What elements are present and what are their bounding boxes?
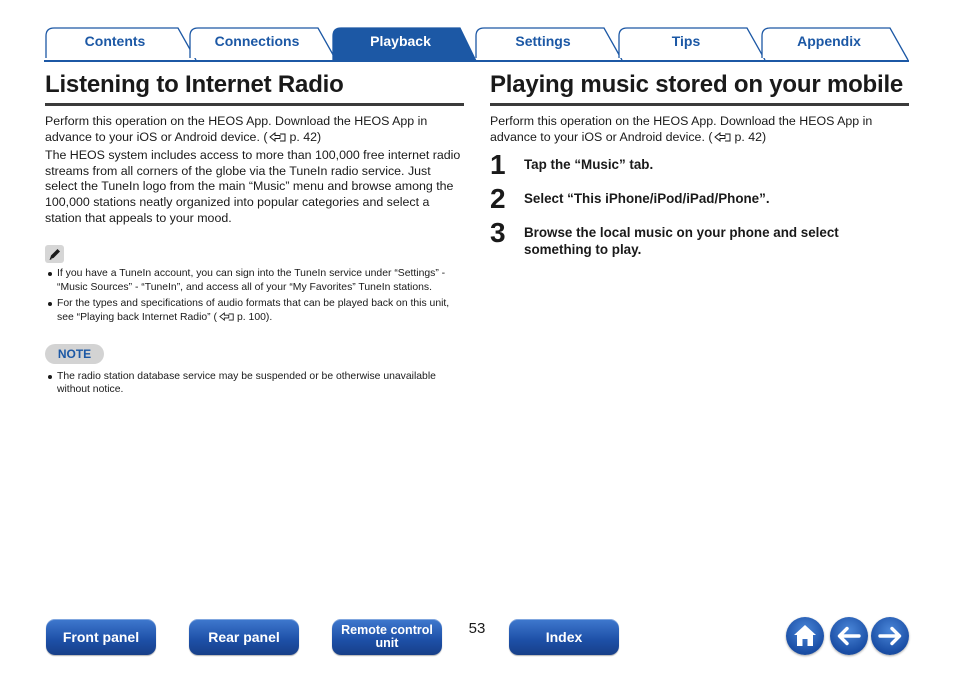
left-section-title: Listening to Internet Radio — [45, 62, 464, 106]
note-text: The radio station database service may be suspended or be otherwise unavailable without notice. — [57, 370, 436, 396]
step-item — [490, 183, 909, 215]
home-icon — [786, 617, 824, 655]
tab-contents[interactable]: Contents — [84, 33, 146, 49]
page-reference-icon — [269, 132, 287, 143]
index-button[interactable]: Index — [509, 619, 619, 655]
tip-text: For the types and specifications of audio formats that can be played back on this unit, see “Playing back Internet Radio” ( — [57, 298, 450, 323]
page-number: 53 — [468, 620, 486, 637]
step-text: Select “This iPhone/iPod/iPad/Phone”. — [524, 191, 770, 207]
tab-settings[interactable]: Settings — [515, 33, 571, 49]
tab-connections[interactable]: Connections — [214, 33, 300, 49]
tips-list — [45, 267, 464, 324]
note-item — [45, 370, 464, 397]
left-intro-page-ref[interactable]: p. 42) — [289, 129, 322, 144]
left-intro-text: Perform this operation on the HEOS App. Download the HEOS App in advance to your iOS or Android device. ( — [45, 114, 428, 144]
pencil-icon — [45, 245, 64, 263]
right-intro — [490, 114, 909, 145]
tab-appendix[interactable]: Appendix — [797, 33, 861, 49]
tab-bar — [0, 0, 954, 64]
back-button[interactable] — [830, 617, 868, 655]
rear-panel-button[interactable]: Rear panel — [189, 619, 299, 655]
step-number: 1 — [490, 149, 506, 181]
left-column — [45, 62, 464, 400]
back-arrow-icon — [830, 617, 868, 655]
tip-page-ref[interactable]: p. 100). — [236, 311, 273, 323]
left-body-text: The HEOS system includes access to more than 100,000 free internet radio streams from all corners of the globe via the TuneIn radio service. Just select the TuneIn logo from the main “Music” menu and browse among the 100,000 stations neatly organized into popular categories and select a station that appeals to your mood. — [45, 148, 461, 225]
step-text: Tap the “Music” tab. — [524, 157, 654, 173]
step-number: 3 — [490, 217, 506, 249]
right-column — [490, 62, 909, 268]
step-number: 2 — [490, 183, 506, 215]
page-reference-icon — [714, 132, 732, 143]
pencil-note-icon — [45, 245, 64, 263]
tip-item — [45, 267, 464, 294]
tab-tips[interactable]: Tips — [671, 33, 701, 49]
step-item — [490, 149, 909, 181]
tip-text: If you have a TuneIn account, you can sign into the TuneIn service under “Settings” - “Music Sources” - “TuneIn”, and access all of your “My Favorites” TuneIn stations. — [57, 268, 446, 293]
home-button[interactable] — [786, 617, 824, 655]
left-intro — [45, 114, 464, 145]
right-intro-text: Perform this operation on the HEOS App. Download the HEOS App in advance to your iOS or Android device. ( — [490, 114, 873, 144]
forward-arrow-icon — [871, 617, 909, 655]
forward-button[interactable] — [871, 617, 909, 655]
right-section-title: Playing music stored on your mobile — [490, 62, 909, 106]
step-text: Browse the local music on your phone and select something to play. — [524, 225, 839, 258]
remote-control-unit-button[interactable]: Remote control unit — [332, 619, 442, 655]
front-panel-button[interactable]: Front panel — [46, 619, 156, 655]
notes-list — [45, 370, 464, 397]
right-intro-page-ref[interactable]: p. 42) — [734, 129, 767, 144]
step-item — [490, 217, 909, 258]
steps-list — [490, 149, 909, 258]
page-reference-icon — [219, 312, 235, 322]
note-badge: NOTE — [45, 344, 104, 364]
tip-item — [45, 297, 464, 324]
tab-playback[interactable]: Playback — [370, 33, 431, 49]
